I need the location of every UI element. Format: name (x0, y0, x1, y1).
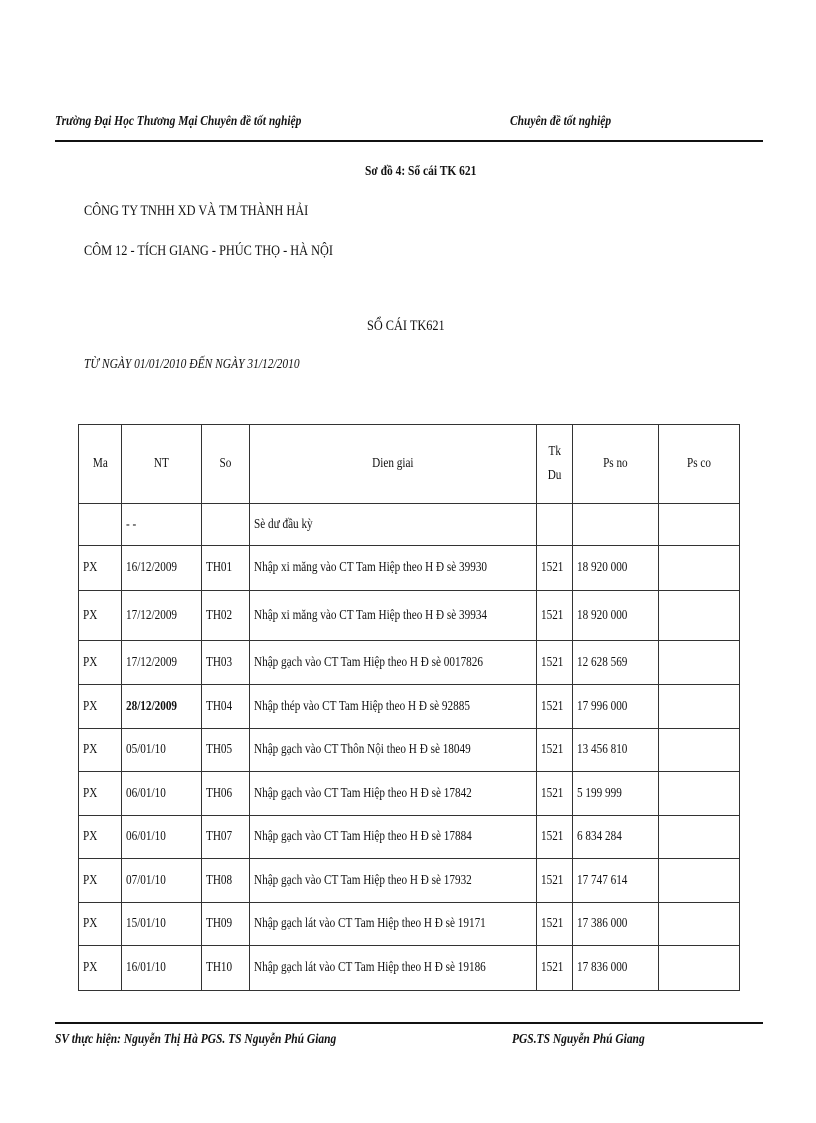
col-header-nt: NT (122, 425, 202, 504)
opening-nt: - - (122, 504, 202, 546)
cell-dien-giai: Nhập gạch lát vào CT Tam Hiệp theo H Đ sè 19171 (250, 903, 537, 946)
cell-ps-no: 12 628 569 (573, 641, 659, 685)
cell-ps-co (659, 685, 740, 729)
cell-dien-giai: Nhập gạch lát vào CT Tam Hiệp theo H Đ sè 19186 (250, 946, 537, 991)
col-header-ps-no: Ps no (573, 425, 659, 504)
cell-ps-co (659, 903, 740, 946)
cell-tk-du: 1521 (537, 641, 573, 685)
cell-tk-du: 1521 (537, 859, 573, 903)
cell-dien-giai: Nhập gạch vào CT Tam Hiệp theo H Đ sè 17842 (250, 772, 537, 816)
table-header-row (79, 425, 740, 504)
cell-ps-no: 17 996 000 (573, 685, 659, 729)
cell-dien-giai: Nhập xi măng vào CT Tam Hiệp theo H Đ sè 39930 (250, 546, 537, 591)
col-header-ps-co: Ps co (659, 425, 740, 504)
cell-so: TH09 (202, 903, 250, 946)
cell-nt: 28/12/2009 (122, 685, 202, 729)
header-rule (55, 140, 763, 142)
cell-nt: 17/12/2009 (122, 591, 202, 641)
table-row (79, 546, 740, 591)
cell-ps-co (659, 946, 740, 991)
cell-ps-co (659, 772, 740, 816)
table-row (79, 685, 740, 729)
table-row (79, 903, 740, 946)
col-header-tk-du: Tk Du (537, 425, 573, 504)
cell-so: TH01 (202, 546, 250, 591)
cell-dien-giai: Nhập thép vào CT Tam Hiệp theo H Đ sè 92885 (250, 685, 537, 729)
cell-so: TH05 (202, 729, 250, 772)
cell-nt: 06/01/10 (122, 772, 202, 816)
opening-balance-row (79, 504, 740, 546)
cell-nt: 17/12/2009 (122, 641, 202, 685)
cell-ps-co (659, 641, 740, 685)
header-right: Chuyên đề tốt nghiệp (510, 114, 612, 129)
cell-tk-du: 1521 (537, 729, 573, 772)
cell-nt: 06/01/10 (122, 816, 202, 859)
cell-ma: PX (79, 641, 122, 685)
table-row (79, 772, 740, 816)
header-left: Trường Đại Học Thương Mại Chuyên đề tốt nghiệp (55, 114, 302, 129)
cell-so: TH03 (202, 641, 250, 685)
cell-ps-no: 13 456 810 (573, 729, 659, 772)
cell-ps-no: 6 834 284 (573, 816, 659, 859)
cell-dien-giai: Nhập gạch vào CT Thôn Nội theo H Đ sè 18049 (250, 729, 537, 772)
footer-left: SV thực hiện: Nguyễn Thị Hà PGS. TS Nguyễn Phú Giang (55, 1032, 337, 1047)
cell-ma: PX (79, 685, 122, 729)
cell-ps-no: 18 920 000 (573, 546, 659, 591)
cell-nt: 15/01/10 (122, 903, 202, 946)
cell-nt: 16/01/10 (122, 946, 202, 991)
col-header-so: So (202, 425, 250, 504)
cell-ps-co (659, 859, 740, 903)
cell-ps-no: 5 199 999 (573, 772, 659, 816)
ledger-title: SỔ CÁI TK621 (367, 318, 445, 334)
table-row (79, 946, 740, 991)
cell-tk-du: 1521 (537, 816, 573, 859)
period: TỪ NGÀY 01/01/2010 ĐẾN NGÀY 31/12/2010 (84, 357, 300, 372)
cell-so: TH06 (202, 772, 250, 816)
cell-ma: PX (79, 772, 122, 816)
footer-right: PGS.TS Nguyễn Phú Giang (512, 1032, 645, 1047)
cell-tk-du: 1521 (537, 546, 573, 591)
cell-tk-du: 1521 (537, 772, 573, 816)
table-row (79, 591, 740, 641)
cell-ma: PX (79, 859, 122, 903)
table-row (79, 641, 740, 685)
cell-dien-giai: Nhập gạch vào CT Tam Hiệp theo H Đ sè 0017826 (250, 641, 537, 685)
cell-so: TH04 (202, 685, 250, 729)
opening-dien-giai: Sè dư đầu kỳ (250, 504, 537, 546)
cell-dien-giai: Nhập xi măng vào CT Tam Hiệp theo H Đ sè 39934 (250, 591, 537, 641)
col-header-ma: Ma (79, 425, 122, 504)
cell-ma: PX (79, 591, 122, 641)
cell-ps-co (659, 591, 740, 641)
cell-so: TH07 (202, 816, 250, 859)
cell-so: TH02 (202, 591, 250, 641)
cell-so: TH10 (202, 946, 250, 991)
diagram-title: Sơ đồ 4: Sổ cái TK 621 (365, 164, 477, 179)
table-row (79, 816, 740, 859)
cell-ps-no: 17 836 000 (573, 946, 659, 991)
cell-ma: PX (79, 816, 122, 859)
table-row (79, 859, 740, 903)
cell-ps-co (659, 816, 740, 859)
cell-nt: 05/01/10 (122, 729, 202, 772)
company-name: CÔNG TY TNHH XD VÀ TM THÀNH HẢI (84, 203, 309, 219)
cell-so: TH08 (202, 859, 250, 903)
cell-ps-no: 17 747 614 (573, 859, 659, 903)
footer-rule (55, 1022, 763, 1024)
cell-nt: 07/01/10 (122, 859, 202, 903)
cell-tk-du: 1521 (537, 946, 573, 991)
company-address: CÔM 12 - TÍCH GIANG - PHÚC THỌ - HÀ NỘI (84, 243, 333, 259)
cell-tk-du: 1521 (537, 685, 573, 729)
cell-ma: PX (79, 729, 122, 772)
cell-dien-giai: Nhập gạch vào CT Tam Hiệp theo H Đ sè 17884 (250, 816, 537, 859)
cell-dien-giai: Nhập gạch vào CT Tam Hiệp theo H Đ sè 17932 (250, 859, 537, 903)
cell-tk-du: 1521 (537, 591, 573, 641)
ledger-table (78, 424, 740, 991)
cell-ma: PX (79, 946, 122, 991)
cell-ps-no: 18 920 000 (573, 591, 659, 641)
cell-nt: 16/12/2009 (122, 546, 202, 591)
table-row (79, 729, 740, 772)
cell-ma: PX (79, 903, 122, 946)
cell-ma: PX (79, 546, 122, 591)
cell-ps-co (659, 546, 740, 591)
cell-tk-du: 1521 (537, 903, 573, 946)
cell-ps-no: 17 386 000 (573, 903, 659, 946)
cell-ps-co (659, 729, 740, 772)
col-header-dien-giai: Dien giai (250, 425, 537, 504)
